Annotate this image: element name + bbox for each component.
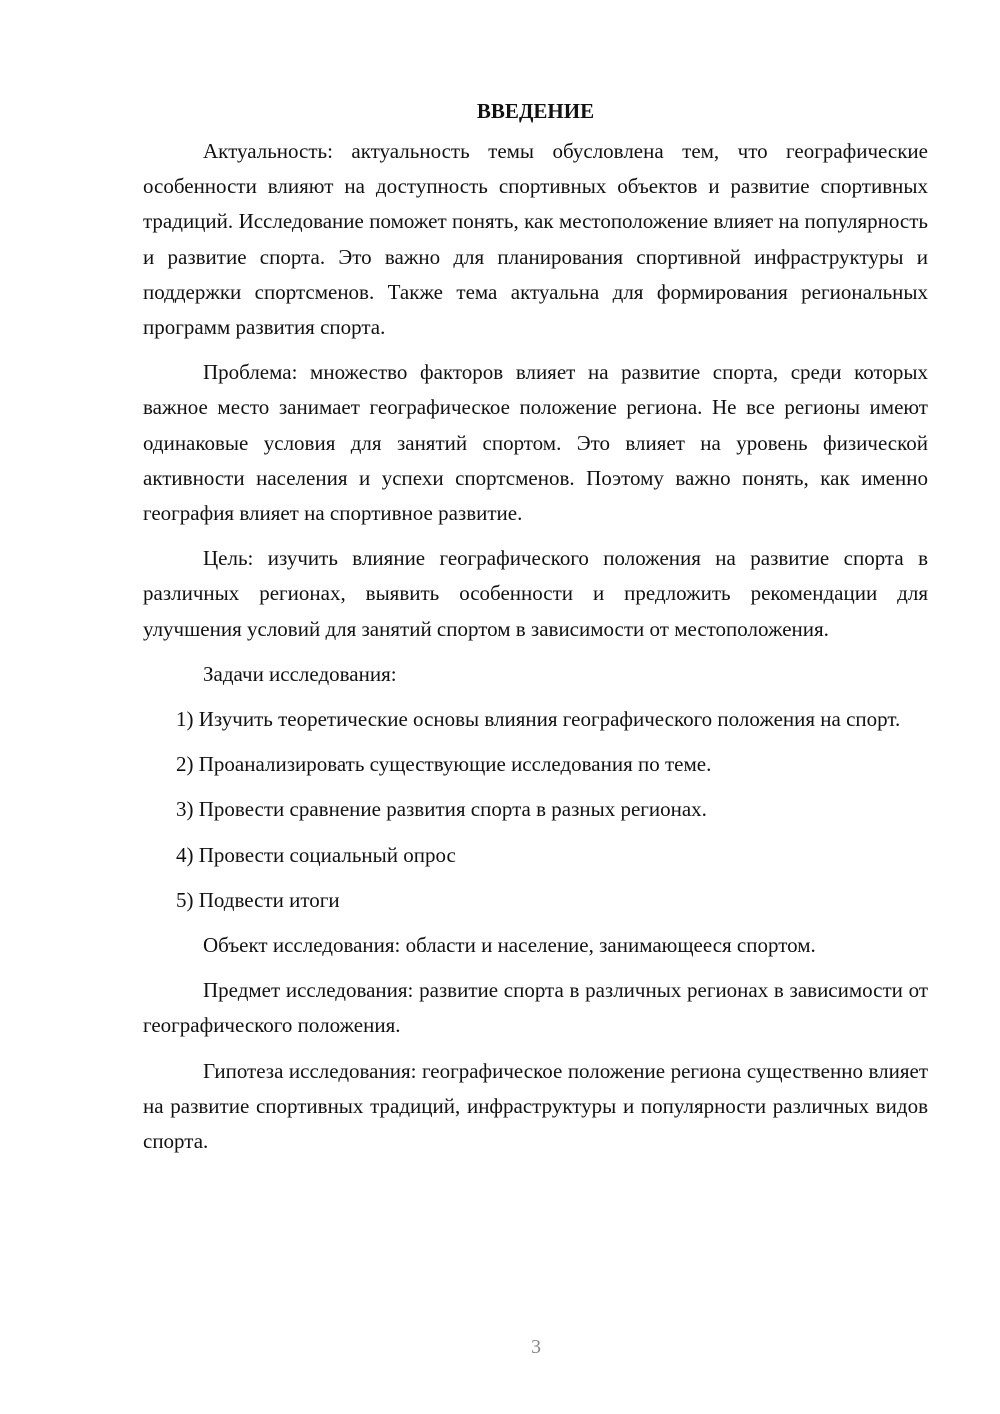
paragraph-relevance: Актуальность: актуальность темы обусловлена тем, что географические особенности влияют на доступность спортивных объектов и развитие спортивных традиций. Исследование поможет понять, как местоположение влияет на популярность и развитие спорта. Это важно для планирования спортивной инфраструктуры и поддержки спортсменов. Также тема актуальна для формирования региональных программ развития спорта. [143, 139, 928, 340]
task-item-3: 3) Провести сравнение развития спорта в разных регионах. [176, 797, 707, 822]
paragraph-problem: Проблема: множество факторов влияет на развитие спорта, среди которых важное место занимает географическое положение региона. Не все регионы имеют одинаковые условия для занятий спортом. Это влияет на уровень физической активности населения и успехи спортсменов. Поэтому важно понять, как именно география влияет на спортивное развитие. [143, 360, 928, 526]
paragraph-tasks-intro: Задачи исследования: [203, 661, 397, 686]
task-item-1: 1) Изучить теоретические основы влияния географического положения на спорт. [176, 707, 901, 732]
tasks-list [143, 702, 928, 918]
page-content [143, 96, 928, 1169]
task-item-2: 2) Проанализировать существующие исследования по теме. [176, 752, 712, 777]
section-heading: ВВЕДЕНИЕ [476, 99, 595, 123]
paragraph-goal: Цель: изучить влияние географического положения на развитие спорта в различных регионах, выявить особенности и предложить рекомендации для улучшения условий для занятий спортом в зависимости от местоположения. [143, 546, 928, 641]
task-item-4: 4) Провести социальный опрос [176, 842, 456, 867]
paragraph-subject: Предмет исследования: развитие спорта в различных регионах в зависимости от географического положения. [143, 978, 928, 1038]
paragraph-object: Объект исследования: области и население, занимающееся спортом. [203, 933, 816, 958]
task-item-5: 5) Подвести итоги [176, 887, 340, 912]
paragraph-hypothesis: Гипотеза исследования: географическое положение региона существенно влияет на развитие спортивных традиций, инфраструктуры и популярности различных видов спорта. [143, 1058, 928, 1154]
page-number: 3 [531, 1336, 541, 1358]
